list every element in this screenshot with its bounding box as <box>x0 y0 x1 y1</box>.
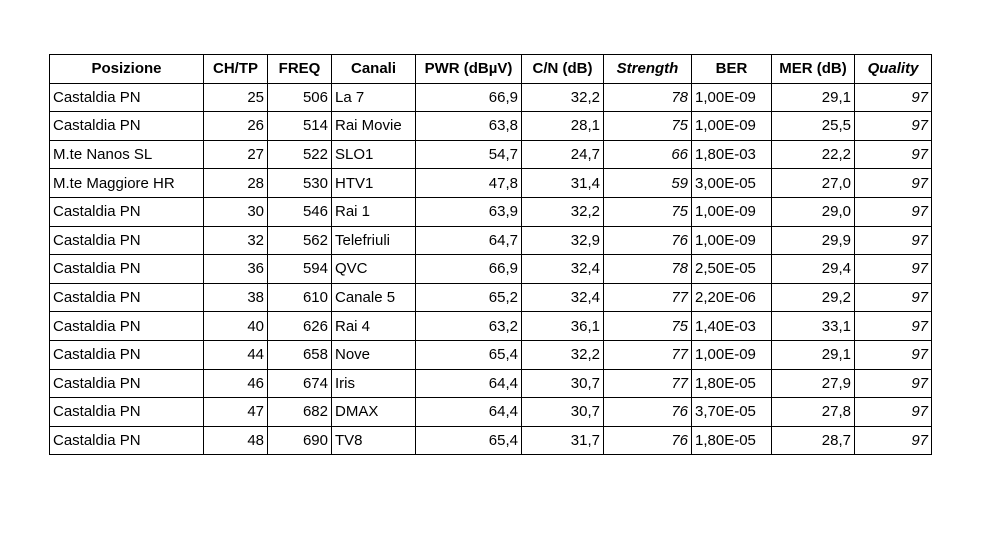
table-row <box>50 226 932 255</box>
cell-quality: 97 <box>855 169 932 198</box>
cell-ber: 1,00E-09 <box>692 340 772 369</box>
cell-mer: 27,9 <box>772 369 855 398</box>
cell-quality: 97 <box>855 197 932 226</box>
cell-pwr: 66,9 <box>416 83 522 112</box>
cell-posizione: Castaldia PN <box>50 426 204 455</box>
cell-ber: 1,00E-09 <box>692 226 772 255</box>
cell-canali: Nove <box>332 340 416 369</box>
cell-canali: TV8 <box>332 426 416 455</box>
cell-strength: 77 <box>604 369 692 398</box>
cell-strength: 77 <box>604 340 692 369</box>
cell-canali: HTV1 <box>332 169 416 198</box>
cell-canali: Rai 1 <box>332 197 416 226</box>
cell-quality: 97 <box>855 112 932 141</box>
cell-pwr: 64,4 <box>416 369 522 398</box>
cell-strength: 75 <box>604 197 692 226</box>
header-quality: Quality <box>855 55 932 84</box>
cell-quality: 97 <box>855 369 932 398</box>
cell-ch-tp: 32 <box>204 226 268 255</box>
header-mer: MER (dB) <box>772 55 855 84</box>
cell-cn: 32,2 <box>522 340 604 369</box>
cell-mer: 29,1 <box>772 83 855 112</box>
cell-quality: 97 <box>855 226 932 255</box>
cell-cn: 32,2 <box>522 197 604 226</box>
cell-freq: 674 <box>268 369 332 398</box>
cell-cn: 32,4 <box>522 255 604 284</box>
cell-posizione: Castaldia PN <box>50 369 204 398</box>
cell-ch-tp: 25 <box>204 83 268 112</box>
cell-ber: 1,80E-03 <box>692 140 772 169</box>
cell-mer: 29,4 <box>772 255 855 284</box>
table-row <box>50 112 932 141</box>
cell-strength: 75 <box>604 112 692 141</box>
cell-ber: 2,20E-06 <box>692 283 772 312</box>
cell-freq: 610 <box>268 283 332 312</box>
cell-posizione: Castaldia PN <box>50 226 204 255</box>
cell-mer: 28,7 <box>772 426 855 455</box>
cell-posizione: Castaldia PN <box>50 112 204 141</box>
cell-posizione: M.te Nanos SL <box>50 140 204 169</box>
cell-ch-tp: 26 <box>204 112 268 141</box>
cell-ch-tp: 36 <box>204 255 268 284</box>
cell-ber: 3,70E-05 <box>692 398 772 427</box>
cell-mer: 27,0 <box>772 169 855 198</box>
header-posizione: Posizione <box>50 55 204 84</box>
cell-strength: 66 <box>604 140 692 169</box>
cell-strength: 78 <box>604 83 692 112</box>
cell-quality: 97 <box>855 140 932 169</box>
cell-canali: DMAX <box>332 398 416 427</box>
cell-pwr: 47,8 <box>416 169 522 198</box>
signal-measurements-table <box>49 54 932 455</box>
cell-freq: 658 <box>268 340 332 369</box>
cell-mer: 29,9 <box>772 226 855 255</box>
cell-posizione: Castaldia PN <box>50 312 204 341</box>
cell-freq: 682 <box>268 398 332 427</box>
cell-canali: Canale 5 <box>332 283 416 312</box>
cell-cn: 30,7 <box>522 398 604 427</box>
cell-pwr: 63,9 <box>416 197 522 226</box>
cell-ch-tp: 47 <box>204 398 268 427</box>
cell-freq: 522 <box>268 140 332 169</box>
cell-pwr: 54,7 <box>416 140 522 169</box>
cell-strength: 76 <box>604 226 692 255</box>
cell-canali: SLO1 <box>332 140 416 169</box>
cell-freq: 514 <box>268 112 332 141</box>
cell-strength: 76 <box>604 398 692 427</box>
cell-ber: 1,00E-09 <box>692 83 772 112</box>
cell-quality: 97 <box>855 283 932 312</box>
cell-mer: 29,0 <box>772 197 855 226</box>
cell-mer: 22,2 <box>772 140 855 169</box>
cell-ber: 1,00E-09 <box>692 197 772 226</box>
cell-cn: 30,7 <box>522 369 604 398</box>
table-row <box>50 283 932 312</box>
cell-posizione: Castaldia PN <box>50 83 204 112</box>
cell-posizione: Castaldia PN <box>50 255 204 284</box>
cell-pwr: 63,8 <box>416 112 522 141</box>
cell-ch-tp: 40 <box>204 312 268 341</box>
cell-pwr: 66,9 <box>416 255 522 284</box>
cell-ch-tp: 46 <box>204 369 268 398</box>
cell-canali: Rai 4 <box>332 312 416 341</box>
cell-canali: Telefriuli <box>332 226 416 255</box>
cell-ch-tp: 48 <box>204 426 268 455</box>
cell-quality: 97 <box>855 255 932 284</box>
cell-quality: 97 <box>855 340 932 369</box>
cell-canali: La 7 <box>332 83 416 112</box>
cell-ber: 1,00E-09 <box>692 112 772 141</box>
cell-pwr: 63,2 <box>416 312 522 341</box>
cell-cn: 32,4 <box>522 283 604 312</box>
cell-ch-tp: 38 <box>204 283 268 312</box>
cell-ber: 3,00E-05 <box>692 169 772 198</box>
table-row <box>50 398 932 427</box>
table-body <box>50 83 932 455</box>
cell-posizione: M.te Maggiore HR <box>50 169 204 198</box>
header-cn: C/N (dB) <box>522 55 604 84</box>
header-ber: BER <box>692 55 772 84</box>
cell-cn: 31,7 <box>522 426 604 455</box>
cell-strength: 78 <box>604 255 692 284</box>
cell-ch-tp: 27 <box>204 140 268 169</box>
cell-quality: 97 <box>855 398 932 427</box>
cell-freq: 546 <box>268 197 332 226</box>
cell-ber: 1,80E-05 <box>692 426 772 455</box>
cell-cn: 31,4 <box>522 169 604 198</box>
table-row <box>50 340 932 369</box>
cell-mer: 29,2 <box>772 283 855 312</box>
cell-canali: Rai Movie <box>332 112 416 141</box>
table-header-row <box>50 55 932 84</box>
cell-quality: 97 <box>855 83 932 112</box>
cell-mer: 27,8 <box>772 398 855 427</box>
cell-quality: 97 <box>855 426 932 455</box>
table-row <box>50 312 932 341</box>
cell-pwr: 65,4 <box>416 426 522 455</box>
cell-freq: 594 <box>268 255 332 284</box>
cell-mer: 33,1 <box>772 312 855 341</box>
cell-posizione: Castaldia PN <box>50 283 204 312</box>
cell-cn: 32,9 <box>522 226 604 255</box>
cell-pwr: 65,4 <box>416 340 522 369</box>
cell-ch-tp: 44 <box>204 340 268 369</box>
cell-ch-tp: 28 <box>204 169 268 198</box>
cell-freq: 690 <box>268 426 332 455</box>
header-ch-tp: CH/TP <box>204 55 268 84</box>
table-row <box>50 197 932 226</box>
cell-mer: 25,5 <box>772 112 855 141</box>
cell-strength: 77 <box>604 283 692 312</box>
cell-freq: 530 <box>268 169 332 198</box>
cell-strength: 76 <box>604 426 692 455</box>
cell-ber: 1,80E-05 <box>692 369 772 398</box>
cell-pwr: 65,2 <box>416 283 522 312</box>
table-row <box>50 255 932 284</box>
cell-mer: 29,1 <box>772 340 855 369</box>
cell-pwr: 64,7 <box>416 226 522 255</box>
cell-freq: 562 <box>268 226 332 255</box>
table-row <box>50 426 932 455</box>
cell-posizione: Castaldia PN <box>50 340 204 369</box>
cell-cn: 32,2 <box>522 83 604 112</box>
cell-quality: 97 <box>855 312 932 341</box>
cell-cn: 28,1 <box>522 112 604 141</box>
cell-ber: 1,40E-03 <box>692 312 772 341</box>
cell-strength: 59 <box>604 169 692 198</box>
cell-freq: 626 <box>268 312 332 341</box>
cell-canali: QVC <box>332 255 416 284</box>
cell-posizione: Castaldia PN <box>50 197 204 226</box>
cell-posizione: Castaldia PN <box>50 398 204 427</box>
table-row <box>50 140 932 169</box>
cell-ber: 2,50E-05 <box>692 255 772 284</box>
cell-freq: 506 <box>268 83 332 112</box>
header-pwr: PWR (dBµV) <box>416 55 522 84</box>
table-row <box>50 369 932 398</box>
cell-cn: 24,7 <box>522 140 604 169</box>
cell-cn: 36,1 <box>522 312 604 341</box>
cell-canali: Iris <box>332 369 416 398</box>
cell-strength: 75 <box>604 312 692 341</box>
cell-pwr: 64,4 <box>416 398 522 427</box>
table-row <box>50 83 932 112</box>
header-canali: Canali <box>332 55 416 84</box>
header-freq: FREQ <box>268 55 332 84</box>
cell-ch-tp: 30 <box>204 197 268 226</box>
table-row <box>50 169 932 198</box>
header-strength: Strength <box>604 55 692 84</box>
